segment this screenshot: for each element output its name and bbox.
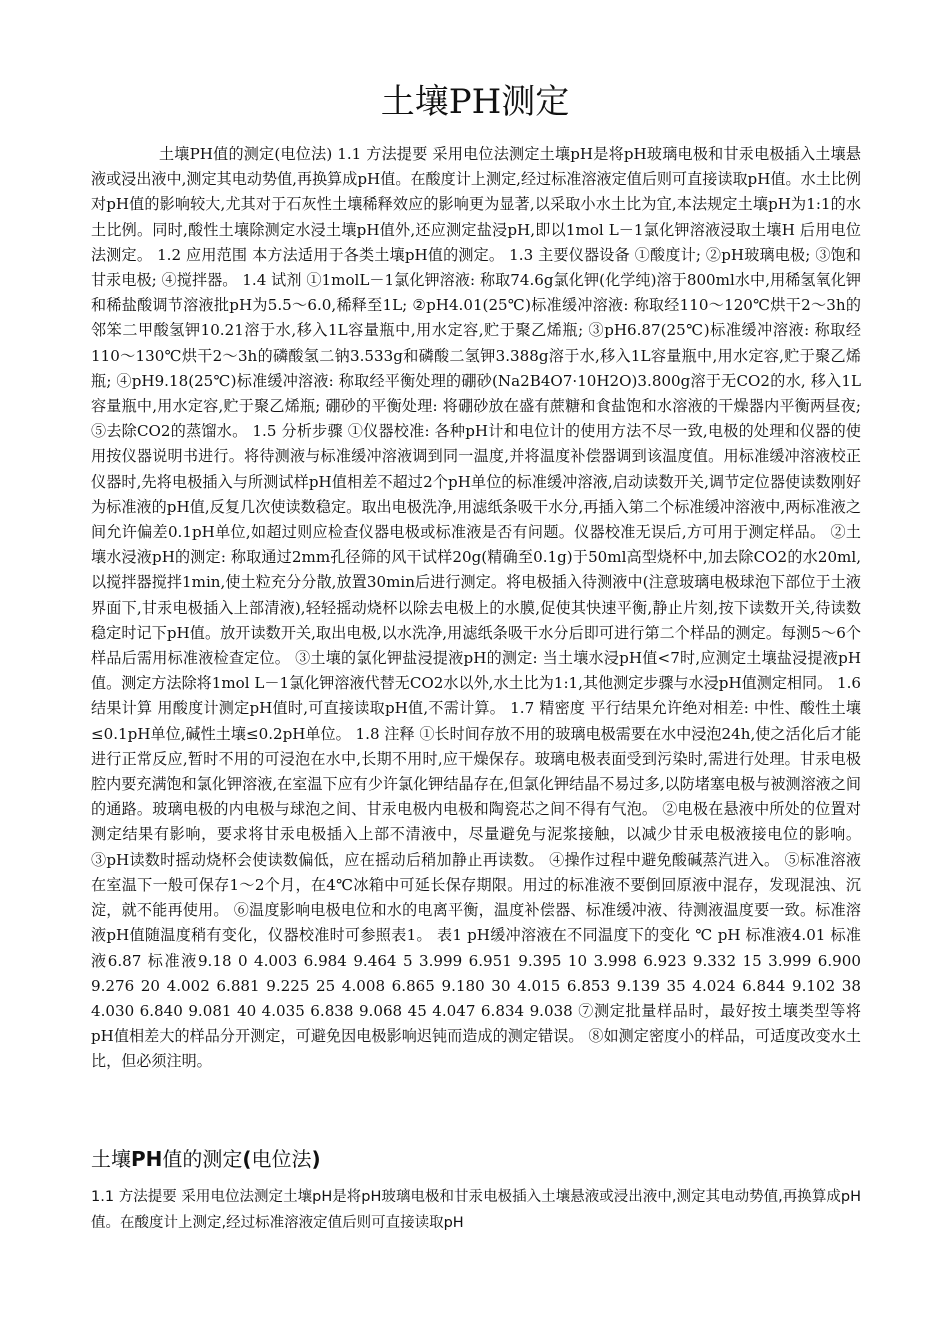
section-heading-part: 土壤 — [91, 1147, 131, 1171]
body-paragraph: 土壤PH值的测定(电位法) 1.1 方法提要 采用电位法测定土壤pH是将pH玻璃电极和甘汞电极插入土壤悬液或浸出液中,测定其电动势值,再换算成pH值。在酸度计上测定,经过标准溶液定值后则可直接读取pH值。水土比例对pH值的影响较大,尤其对于石灰性土壤稀释效应的影响更为显著,以采取小水土比为宜,本法规定土壤pH为1:1的水土比例。同时,酸性土壤除测定水浸土壤pH值外,还应测定盐浸pH,即以1mol L－1氯化钾溶液浸取土壤H 后用电位法测定。 1.2 应用范围 本方法适用于各类土壤pH值的测定。 1.3 主要仪器设备 ①酸度计; ②pH玻璃电极; ③饱和甘汞电极; ④搅拌器。 1.4 试剂 ①1molL－1氯化钾溶液: 称取74.6g氯化钾(化学纯)溶于800ml水中,用稀氢氧化钾和稀盐酸调节溶液批pH为5.5～6.0,稀释至1L; ②pH4.01(25℃)标准缓冲溶液: 称取经110～120℃烘干2～3h的邻笨二甲酸氢钾10.21溶于水,移入1L容量瓶中,用水定容,贮于聚乙烯瓶; ③pH6.87(25℃)标准缓冲溶液: 称取经110～130℃烘干2～3h的磷酸氢二钠3.533g和磷酸二氢钾3.388g溶于水,移入1L容量瓶中,用水定容,贮于聚乙烯瓶; ④pH9.18(25℃)标准缓冲溶液: 称取经平衡处理的硼砂(Na2B4O7·10H2O)3.800g溶于无CO2的水, 移入1L容量瓶中,用水定容,贮于聚乙烯瓶; 硼砂的平衡处理: 将硼砂放在盛有蔗糖和食盐饱和水溶液的干燥器内平衡两昼夜; ⑤去除CO2的蒸馏水。 1.5 分析步骤 ①仪器校准: 各种pH计和电位计的使用方法不尽一致,电极的处理和仪器的使用按仪器说明书进行。将待测液与标准缓冲溶液调到同一温度,并将温度补偿器调到该温度值。用标准缓冲溶液校正仪器时,先将电极插入与所测试样pH值相差不超过2个pH单位的标准缓冲溶液,启动读数开关,调节定位器使读数刚好为标准液的pH值,反复几次使读数稳定。取出电极洗净,用滤纸条吸干水分,再插入第二个标准缓冲溶液中,两标准液之间允许偏差0.1pH单位,如超过则应检查仪器电极或标准液是否有问题。仪器校准无误后,方可用于测定样品。 ②土壤水浸液pH的测定: 称取通过2mm孔径筛的风干试样20g(精确至0.1g)于50ml高型烧杯中,加去除CO2的水20ml,以搅拌器搅拌1min,使土粒充分分散,放置30min后进行测定。将电极插入待测液中(注意玻璃电极球泡下部位于土液界面下,甘汞电极插入上部清液),轻轻摇动烧杯以除去电极上的水膜,促使其快速平衡,静止片刻,按下读数开关,待读数稳定时记下pH值。放开读数开关,取出电极,以水洗净,用滤纸条吸干水分后即可进行第二个样品的测定。每测5～6个样品后需用标准液检查定位。 ③土壤的氯化钾盐浸提液pH的测定: 当土壤水浸pH值<7时,应测定土壤盐浸提液pH值。测定方法除将1mol L－1氯化钾溶液代替无CO2水以外,水土比为1:1,其他测定步骤与水浸pH值测定相同。 1.6 结果计算 用酸度计测定pH值时,可直接读取pH值,不需计算。 1.7 精密度 平行结果允许绝对相差: 中性、酸性土壤≤0.1pH单位,碱性土壤≤0.2pH单位。 1.8 注释 ①长时间存放不用的玻璃电极需要在水中浸泡24h,使之活化后才能进行正常反应,暂时不用的可浸泡在水中,长期不用时,应干燥保存。玻璃电极表面受到污染时,需进行处理。甘汞电极腔内要充满饱和氯化钾溶液,在室温下应有少许氯化钾结晶存在,但氯化钾结晶不易过多,以防堵塞电极与被测溶液之间的通路。玻璃电极的内电极与球泡之间、甘汞电极内电极和陶瓷芯之间不得有气泡。 ②电极在悬液中所处的位置对测定结果有影响，要求将甘汞电极插入上部不清液中，尽量避免与泥浆接触，以减少甘汞电极液接电位的影响。 ③pH读数时摇动烧杯会使读数偏低，应在摇动后稍加静止再读数。 ④操作过程中避免酸碱蒸汽进入。 ⑤标准溶液在室温下一般可保存1～2个月，在4℃冰箱中可延长保存期限。用过的标准液不要倒回原液中混存，发现混浊、沉淀，就不能再使用。 ⑥温度影响电极电位和水的电离平衡，温度补偿器、标准缓冲液、待测液温度要一致。标准溶液pH值随温度稍有变化，仪器校准时可参照表1。 表1 pH缓冲溶液在不同温度下的变化 ℃ pH 标准液4.01 标准液6.87 标准液9.18 0 4.003 6.984 9.464 5 3.999 6.951 9.395 10 3.998 6.923 9.332 15 3.999 6.900 9.276 20 4.002 6.881 9.225 25 4.008 6.865 9.180 30 4.015 6.853 9.139 35 4.024 6.844 9.102 38 4.030 6.840 9.081 40 4.035 6.838 9.068 45 4.047 6.834 9.038 ⑦测定批量样品时，最好按土壤类型等将pH值相差大的样品分开测定，可避免因电极影响迟钝而造成的测定错误。 ⑧如测定密度小的样品，可适度改变水土比，但必须注明。 — [91, 145, 861, 1071]
section-heading-part: 值的测定 — [162, 1147, 243, 1171]
section-heading-part: ( — [242, 1147, 252, 1171]
section-heading — [91, 1145, 861, 1173]
section-heading-part: PH — [131, 1147, 163, 1171]
page-title: 土壤PH测定 — [380, 82, 570, 122]
section-heading-part: 电位法 — [251, 1147, 312, 1171]
section-heading-part: ) — [311, 1147, 321, 1171]
section-paragraph: 1.1 方法提要 采用电位法测定土壤pH是将pH玻璃电极和甘汞电极插入土壤悬液或浸出液中,测定其电动势值,再换算成pH值。在酸度计上测定,经过标准溶液定值后则可直接读取pH — [91, 1189, 861, 1231]
